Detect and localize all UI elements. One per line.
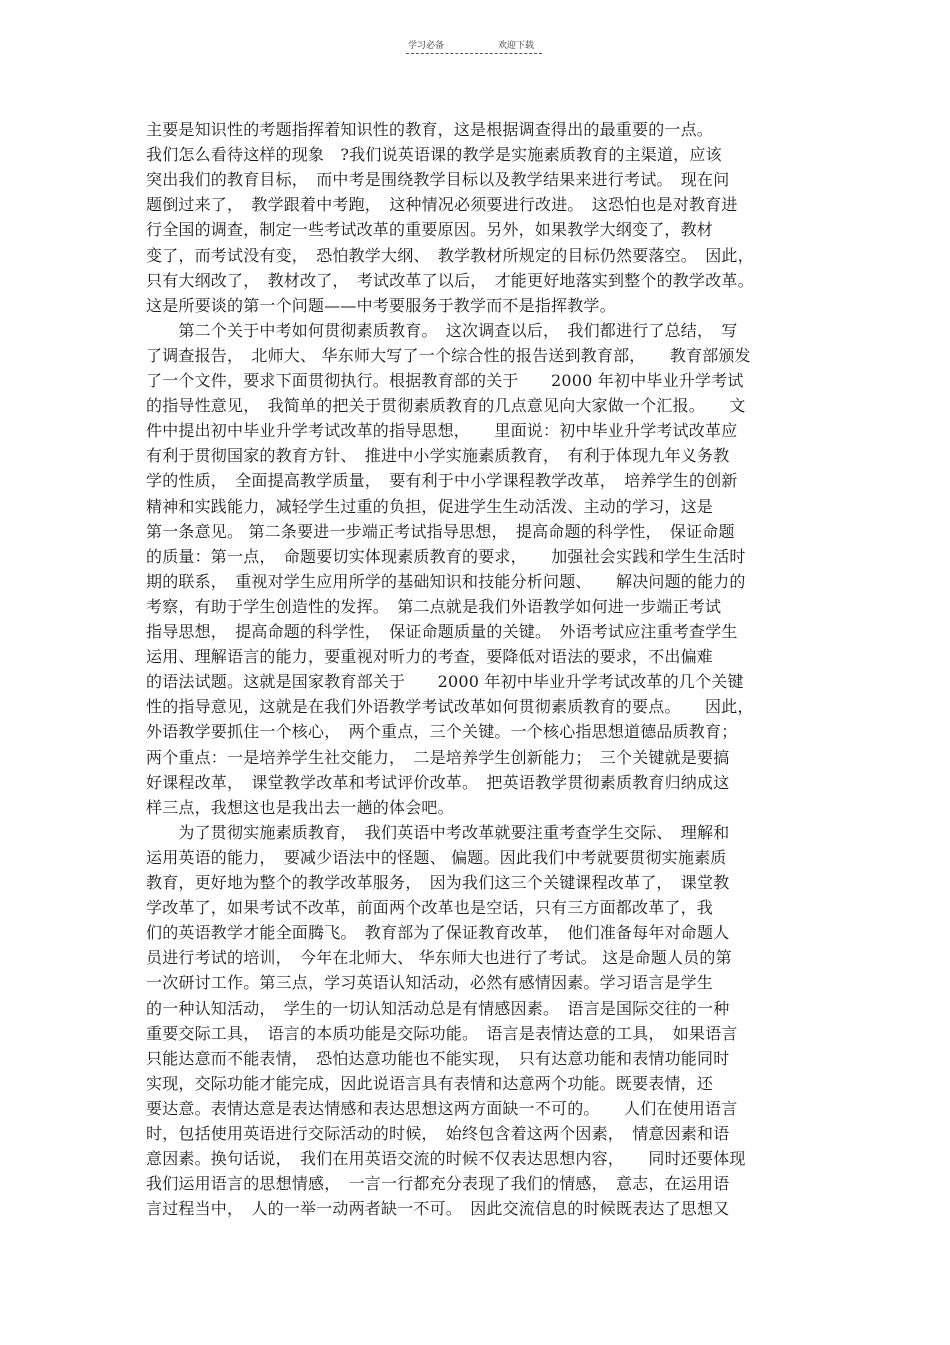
text-line: 我们怎么看待这样的现象 ?我们说英语课的教学是实施素质教育的主渠道，应该 xyxy=(146,145,722,165)
text-line: 学的性质， 全面提高教学质量， 要有利于中小学课程教学改革， 培养学生的创新 xyxy=(146,471,738,491)
text-line: 运用、理解语言的能力，要重视对听力的考查，要降低对语法的要求，不出偏难 xyxy=(146,647,714,667)
text-line: 们的英语教学才能全面腾飞。 教育部为了保证教育改革， 他们准备每年对命题人 xyxy=(146,923,730,943)
text-line: 题倒过来了， 教学跟着中考跑， 这种情况必须要进行改进。 这恐怕也是对教育进 xyxy=(146,195,738,215)
text-line: 的语法试题。这就是国家教育部关于 2000 年初中毕业升学考试改革的几个关键 xyxy=(146,672,744,692)
text-line: 变了，而考试没有变， 恐怕教学大纲、 教学教材所规定的目标仍然要落空。 因此， xyxy=(146,245,754,265)
text-line: 外语教学要抓住一个核心， 两个重点，三个关键。一个核心指思想道德品质教育； xyxy=(146,722,738,742)
text-line: 好课程改革， 课堂教学改革和考试评价改革。 把英语教学贯彻素质教育归纳成这 xyxy=(146,772,730,792)
text-line: 行全国的调查，制定一些考试改革的重要原因。另外，如果教学大纲变了，教材 xyxy=(146,220,714,240)
text-line: 重要交际工具， 语言的本质功能是交际功能。 语言是表情达意的工具， 如果语言 xyxy=(146,1023,738,1043)
text-line: 只能达意而不能表情， 恐怕达意功能也不能实现， 只有达意功能和表情功能同时 xyxy=(146,1048,730,1068)
text-line: 员进行考试的培训， 今年在北师大、 华东师大也进行了考试。 这是命题人员的第 xyxy=(146,948,732,968)
text-line: 一次研讨工作。第三点，学习英语认知活动，必然有感情因素。学习语言是学生 xyxy=(146,973,714,993)
text-line: 了调查报告， 北师大、 华东师大写了一个综合性的报告送到教育部， 教育部颁发 xyxy=(146,345,751,365)
text-line: 为了贯彻实施素质教育， 我们英语中考改革就要注重考查学生交际、 理解和 xyxy=(146,822,730,842)
text-line: 的指导性意见， 我简单的把关于贯彻素质教育的几点意见向大家做一个汇报。 文 xyxy=(146,396,746,416)
header-rule xyxy=(406,53,542,54)
header-left-text: 学习必备 xyxy=(408,41,445,51)
text-line: 要达意。表情达意是表达情感和表达思想这两方面缺一不可的。 人们在使用语言 xyxy=(146,1098,738,1118)
text-line: 指导思想， 提高命题的科学性， 保证命题质量的关键。 外语考试应注重考查学生 xyxy=(146,622,738,641)
text-line: 了一个文件，要求下面贯彻执行。根据教育部的关于 2000 年初中毕业升学考试 xyxy=(146,371,744,390)
text-line: 这是所要谈的第一个问题——中考要服务于教学而不是指挥教学。 xyxy=(146,295,616,315)
text-line: 件中提出初中毕业升学考试改革的指导思想， 里面说：初中毕业升学考试改革应 xyxy=(146,421,738,441)
text-line: 的质量：第一点， 命题要切实体现素质教育的要求， 加强社会实践和学生生活时 xyxy=(146,546,746,566)
text-line: 学改革了，如果考试不改革，前面两个改革也是空话，只有三方面都改革了，我 xyxy=(146,898,714,918)
text-line: 第二个关于中考如何贯彻素质教育。 这次调查以后， 我们都进行了总结， 写 xyxy=(146,320,738,340)
text-line: 性的指导意见，这就是在我们外语教学考试改革如何贯彻素质教育的要点。 因此， xyxy=(146,697,754,717)
text-line: 的一种认知活动， 学生的一切认知活动总是有情感因素。 语言是国际交往的一种 xyxy=(146,998,730,1018)
text-line: 主要是知识性的考题指挥着知识性的教育，这是根据调查得出的最重要的一点。 xyxy=(146,120,714,139)
text-line: 我们运用语言的思想情感， 一言一行都充分表现了我们的情感， 意志，在运用语 xyxy=(146,1174,730,1194)
text-line: 只有大纲改了， 教材改了， 考试改革了以后， 才能更好地落实到整个的教学改革。 xyxy=(146,270,754,290)
page-header xyxy=(406,38,542,58)
text-line: 样三点，我想这也是我出去一趟的体会吧。 xyxy=(146,797,454,817)
text-line: 运用英语的能力， 要减少语法中的怪题、 偏题。因此我们中考就要贯彻实施素质 xyxy=(146,847,727,867)
text-line: 言过程当中， 人的一举一动两者缺一不可。 因此交流信息的时候既表达了思想又 xyxy=(146,1199,730,1219)
text-line: 期的联系， 重视对学生应用所学的基础知识和技能分析问题、 解决问题的能力的 xyxy=(146,571,746,591)
text-line: 突出我们的教育目标， 而中考是围绕教学目标以及教学结果来进行考试。 现在问 xyxy=(146,170,730,190)
text-line: 实现，交际功能才能完成，因此说语言具有表情和达意两个功能。既要表情，还 xyxy=(146,1073,714,1093)
text-line: 教育，更好地为整个的教学改革服务， 因为我们这三个关键课程改革了， 课堂教 xyxy=(146,873,730,892)
text-line: 考察，有助于学生创造性的发挥。 第二点就是我们外语教学如何进一步端正考试 xyxy=(146,596,722,616)
text-line: 有利于贯彻国家的教育方针、 推进中小学实施素质教育， 有利于体现九年义务教 xyxy=(146,446,730,466)
text-line: 时，包括使用英语进行交际活动的时候， 始终包含着这两个因素， 情意因素和语 xyxy=(146,1124,730,1143)
text-line: 两个重点：一是培养学生社交能力， 二是培养学生创新能力； 三个关键就是要搞 xyxy=(146,747,730,767)
text-line: 意因素。换句话说， 我们在用英语交流的时候不仅表达思想内容， 同时还要体现 xyxy=(146,1149,746,1169)
header-right-text: 欢迎下载 xyxy=(498,41,535,51)
text-line: 第一条意见。 第二条要进一步端正考试指导思想， 提高命题的科学性， 保证命题 xyxy=(146,521,735,541)
text-line: 精神和实践能力，减轻学生过重的负担，促进学生生动活泼、主动的学习，这是 xyxy=(146,496,714,516)
